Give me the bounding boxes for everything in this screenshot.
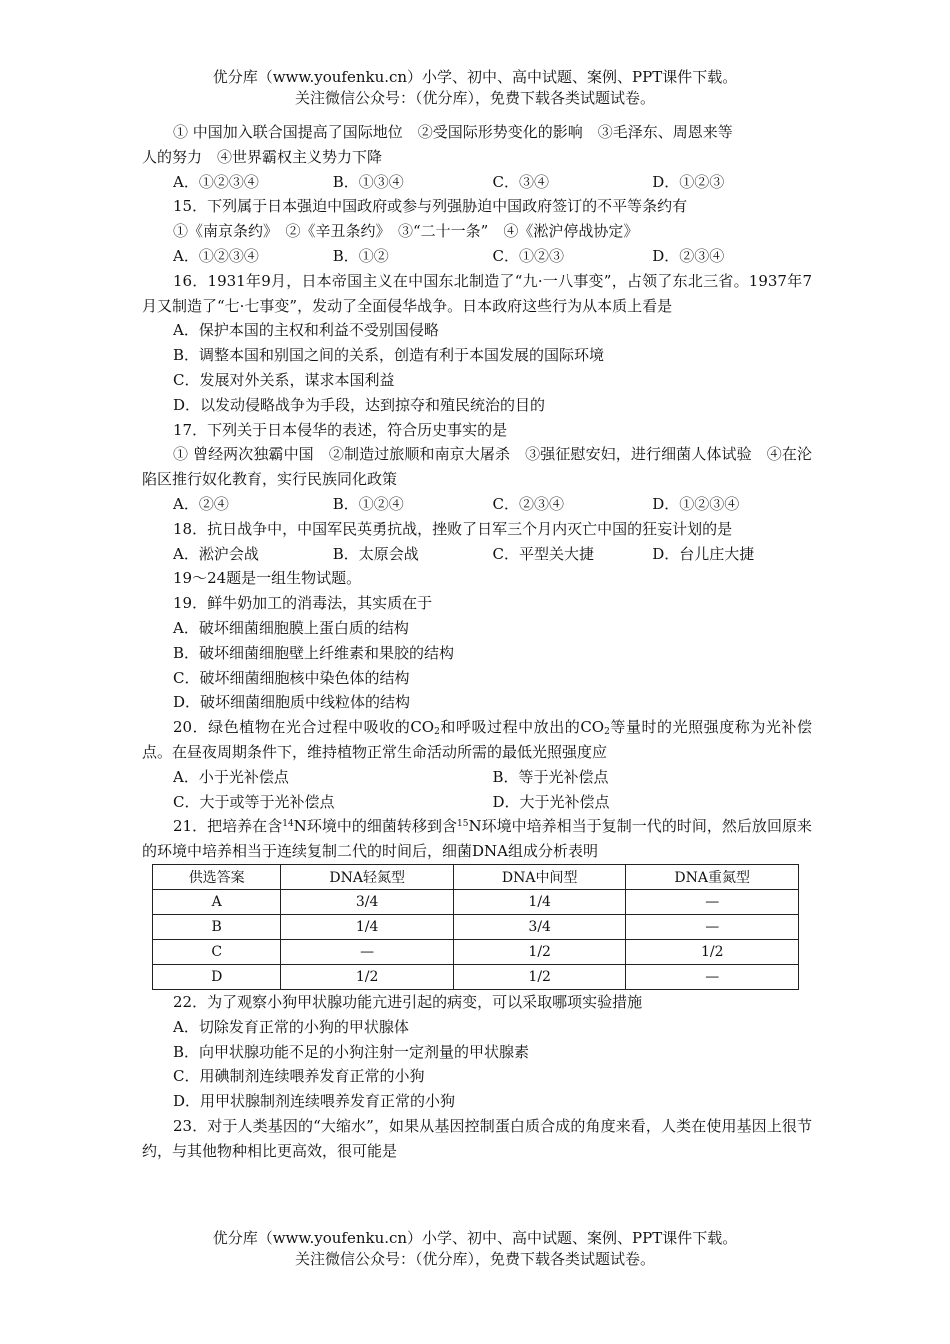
q21-stem: [142, 814, 812, 864]
q20-stem-part-b: 和呼吸过程中放出的CO: [439, 718, 605, 737]
q22-option-b: B．向甲状腺功能不足的小狗注射一定剂量的甲状腺素: [173, 1042, 530, 1061]
q15-items: ①《南京条约》 ②《辛丑条约》 ③“二十一条” ④《淞沪停战协定》: [173, 222, 639, 241]
footer-line-2: 关注微信公众号：（优分库），免费下载各类试题试卷。: [294, 1250, 655, 1268]
table-header-cell: DNA重氮型: [626, 864, 799, 889]
table-header-cell: 供选答案: [153, 864, 281, 889]
table-cell: 1/2: [281, 964, 454, 989]
option-c: C．①②③: [492, 246, 564, 265]
q23-stem: 23．对于人类基因的“大缩水”，如果从基因控制蛋白质合成的角度来看，人类在使用基因上很节约，与其他物种相比更高效，很可能是: [142, 1116, 812, 1160]
option-b: B．①②: [332, 246, 389, 265]
q15-stem: 15．下列属于日本强迫中国政府或参与列强胁迫中国政府签订的不平等条约有: [173, 197, 688, 216]
option-a: A．②④: [173, 494, 229, 513]
footer-line-1: 优分库（www.youfenku.cn）小学、初中、高中试题、案例、PPT课件下载。: [212, 1229, 738, 1247]
q16-stem: 16．1931年9月，日本帝国主义在中国东北制造了“九·一八事变”，占领了东北三省。1937年7月又制造了“七·七事变”，发动了全面侵华战争。日本政府这些行为从本质上看是: [142, 271, 812, 315]
subscript-2: 2: [434, 727, 440, 738]
table-header-cell: DNA轻氮型: [281, 864, 454, 889]
q22-option-c: C．用碘制剂连续喂养发育正常的小狗: [173, 1067, 425, 1086]
q22-option-d: D．用甲状腺制剂连续喂养发育正常的小狗: [173, 1092, 456, 1111]
q16-option-a: A．保护本国的主权和利益不受别国侵略: [173, 321, 439, 340]
table-cell: —: [281, 939, 454, 964]
q16-option-b: B．调整本国和别国之间的关系，创造有利于本国发展的国际环境: [173, 346, 605, 365]
q21-stem-part-b: N环境中的细菌转移到含: [293, 817, 457, 836]
superscript-14: 14: [282, 819, 294, 830]
table-cell: C: [153, 939, 281, 964]
table-header-row: [153, 864, 799, 889]
table-header-cell: DNA中间型: [453, 864, 626, 889]
option-a: A．小于光补偿点: [173, 767, 289, 786]
table-cell: 3/4: [281, 889, 454, 914]
option-a: A．淞沪会战: [173, 544, 259, 563]
q14-items-line2: 人的努力 ④世界霸权主义势力下降: [142, 147, 383, 166]
option-b: B．①③④: [332, 172, 404, 191]
option-d: D．①②③④: [652, 494, 740, 513]
option-b: B．太原会战: [332, 544, 419, 563]
q20-stem-part-a: 20．绿色植物在光合过程中吸收的CO: [173, 718, 435, 737]
q16-option-c: C．发展对外关系，谋求本国利益: [173, 370, 395, 389]
q14-items-line1: ① 中国加入联合国提高了国际地位 ②受国际形势变化的影响 ③毛泽东、周恩来等: [173, 123, 733, 141]
superscript-15: 15: [457, 819, 469, 830]
table-cell: 1/2: [453, 964, 626, 989]
q20-options-row2: [142, 790, 812, 815]
q17-options: [142, 492, 812, 517]
q21-stem-part-c: N环境中培养相当于复制一代的时间，然后放回原来的环境中培养相当于连续复制二代的时间后，细菌DNA组成分析表明: [142, 817, 812, 861]
q21-stem-part-a: 21．把培养在含: [173, 817, 283, 836]
q22-stem: 22．为了观察小狗甲状腺功能亢进引起的病变，可以采取哪项实验措施: [173, 992, 643, 1011]
q22-option-a: A．切除发育正常的小狗的甲状腺体: [173, 1017, 409, 1036]
q16-option-d: D．以发动侵略战争为手段，达到掠夺和殖民统治的目的: [173, 395, 546, 414]
table-cell: —: [626, 964, 799, 989]
q18-stem: 18．抗日战争中，中国军民英勇抗战，挫败了日军三个月内灭亡中国的狂妄计划的是: [173, 519, 733, 538]
q19-stem: 19．鲜牛奶加工的消毒法，其实质在于: [173, 594, 433, 613]
table-cell: 1/4: [281, 914, 454, 939]
header-line-2: 关注微信公众号：（优分库），免费下载各类试题试卷。: [294, 89, 655, 107]
q14-options: [142, 170, 812, 195]
table-cell: —: [626, 889, 799, 914]
header-line-1: 优分库（www.youfenku.cn）小学、初中、高中试题、案例、PPT课件下载。: [212, 68, 738, 86]
q19-option-d: D．破坏细菌细胞质中线粒体的结构: [173, 693, 411, 712]
page-header: [0, 67, 950, 109]
table-row: [153, 939, 799, 964]
option-c: C．③④: [492, 172, 549, 191]
table-cell: —: [626, 914, 799, 939]
option-d: D．②③④: [652, 246, 725, 265]
q18-options: [142, 542, 812, 567]
subscript-2: 2: [604, 727, 610, 738]
table-row: [153, 964, 799, 989]
page-footer: [0, 1228, 950, 1270]
q15-options: [142, 244, 812, 269]
option-a: A．①②③④: [173, 246, 259, 265]
q19-option-c: C．破坏细菌细胞核中染色体的结构: [173, 668, 410, 687]
section-note: 19～24题是一组生物试题。: [173, 569, 362, 588]
option-d: D．大于光补偿点: [492, 792, 610, 811]
table-cell: B: [153, 914, 281, 939]
table-row: [153, 889, 799, 914]
option-a: A．①②③④: [173, 172, 259, 191]
document-body: [142, 120, 812, 1163]
table-cell: D: [153, 964, 281, 989]
option-b: B．①②④: [332, 494, 404, 513]
q17-stem: 17．下列关于日本侵华的表述，符合历史事实的是: [173, 420, 508, 439]
option-d: D．①②③: [652, 172, 725, 191]
table-cell: A: [153, 889, 281, 914]
table-cell: 1/4: [453, 889, 626, 914]
table-row: [153, 914, 799, 939]
q20-options-row1: [142, 765, 812, 790]
q19-option-b: B．破坏细菌细胞壁上纤维素和果胶的结构: [173, 643, 455, 662]
table-cell: 3/4: [453, 914, 626, 939]
table-cell: 1/2: [626, 939, 799, 964]
q20-stem: [142, 715, 812, 765]
option-c: C．平型关大捷: [492, 544, 594, 563]
q20-stem-part-c: 等量时的光照强度称为光补偿点。在昼夜周期条件下，维持植物正常生命活动所需的最低光照强度应: [142, 718, 812, 761]
dna-answer-table: [152, 864, 799, 990]
option-b: B．等于光补偿点: [492, 767, 609, 786]
option-c: C．大于或等于光补偿点: [173, 792, 335, 811]
option-d: D．台儿庄大捷: [652, 544, 755, 563]
table-cell: 1/2: [453, 939, 626, 964]
q19-option-a: A．破坏细菌细胞膜上蛋白质的结构: [173, 618, 409, 637]
option-c: C．②③④: [492, 494, 564, 513]
q17-items: ① 曾经两次独霸中国 ②制造过旅顺和南京大屠杀 ③强征慰安妇，进行细菌人体试验 ④在沦陷区推行奴化教育，实行民族同化政策: [142, 445, 812, 489]
